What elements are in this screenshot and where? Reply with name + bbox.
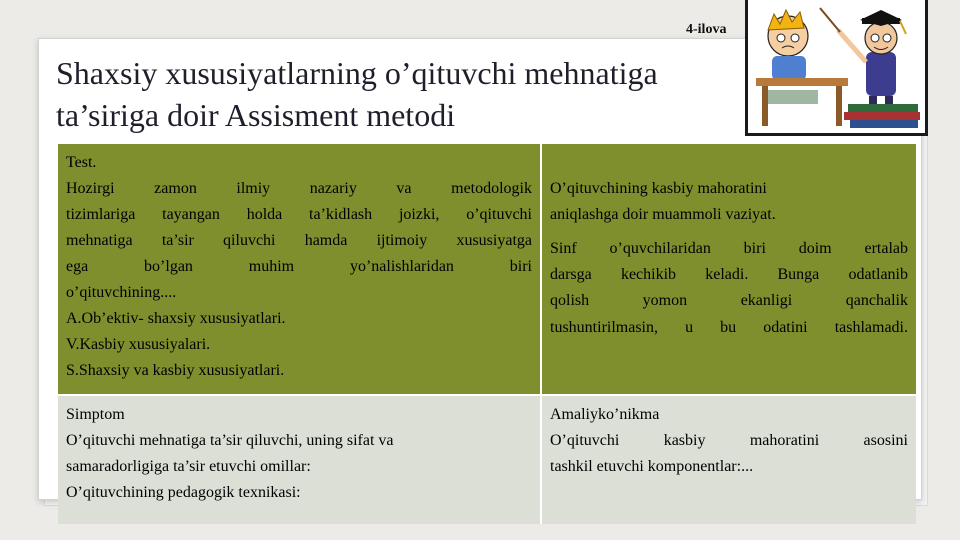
problem-heading-line: O’qituvchining kasbiy mahoratini xyxy=(550,180,767,197)
test-question-line: mehnatiga ta’sir qiluvchi hamda ijtimoiy xususiyatga xyxy=(66,232,532,249)
practice-body-line: O’qituvchi kasbiy mahoratini asosini xyxy=(550,432,908,449)
practice-cell xyxy=(542,396,916,524)
appendix-label: 4-ilova xyxy=(686,22,727,37)
problem-body-line: darsga kechikib keladi. Bunga odatlanib xyxy=(550,266,908,284)
book-stack xyxy=(844,104,920,128)
practice-heading: Amaliyko’nikma xyxy=(550,406,660,423)
problem-heading-line: aniqlashga doir muammoli vaziyat. xyxy=(550,206,776,223)
problem-cell xyxy=(542,144,916,394)
test-question-line: tizimlariga tayangan holda ta’kidlash joizki, o’qituvchi xyxy=(66,206,532,223)
problem-body-line: qolish yomon ekanligi qanchalik xyxy=(550,292,908,310)
symptom-body-line: O’qituvchining pedagogik texnikasi: xyxy=(66,484,301,501)
test-option-s: S.Shaxsiy va kasbiy xususiyatlari. xyxy=(66,362,285,379)
symptom-cell xyxy=(58,396,540,524)
symptom-heading: Simptom xyxy=(66,406,125,423)
symptom-body-line: samaradorligiga ta’sir etuvchi omillar: xyxy=(66,458,311,475)
test-option-a: A.Ob’ektiv- shaxsiy xususiyatlari. xyxy=(66,310,286,327)
test-heading: Test. xyxy=(66,154,97,171)
test-cell xyxy=(58,144,540,394)
test-question-line: ega bo’lgan muhim yo’nalishlaridan biri xyxy=(66,258,532,275)
test-question-line: o’qituvchining.... xyxy=(66,284,177,301)
slide-title: Shaxsiy xususiyatlarning o’qituvchi mehnatiga ta’siriga doir Assisment metodi xyxy=(56,55,658,133)
student-figure xyxy=(768,10,808,80)
problem-body-line: tushuntirilmasin, u bu odatini tashlamadi. xyxy=(550,318,908,336)
test-option-v: V.Kasbiy xususiyalari. xyxy=(66,336,211,353)
problem-body-line: Sinf o’quvchilaridan biri doim ertalab xyxy=(550,240,908,257)
symptom-body-line: O’qituvchi mehnatiga ta’sir qiluvchi, uning sifat va xyxy=(66,432,394,449)
test-question-line: Hozirgi zamon ilmiy nazariy va metodologik xyxy=(66,180,532,197)
practice-body-line: tashkil etuvchi komponentlar:... xyxy=(550,458,754,475)
cartoon-teacher-and-student-at-desk xyxy=(745,0,928,136)
desk xyxy=(756,78,848,126)
assessment-table xyxy=(58,144,916,524)
